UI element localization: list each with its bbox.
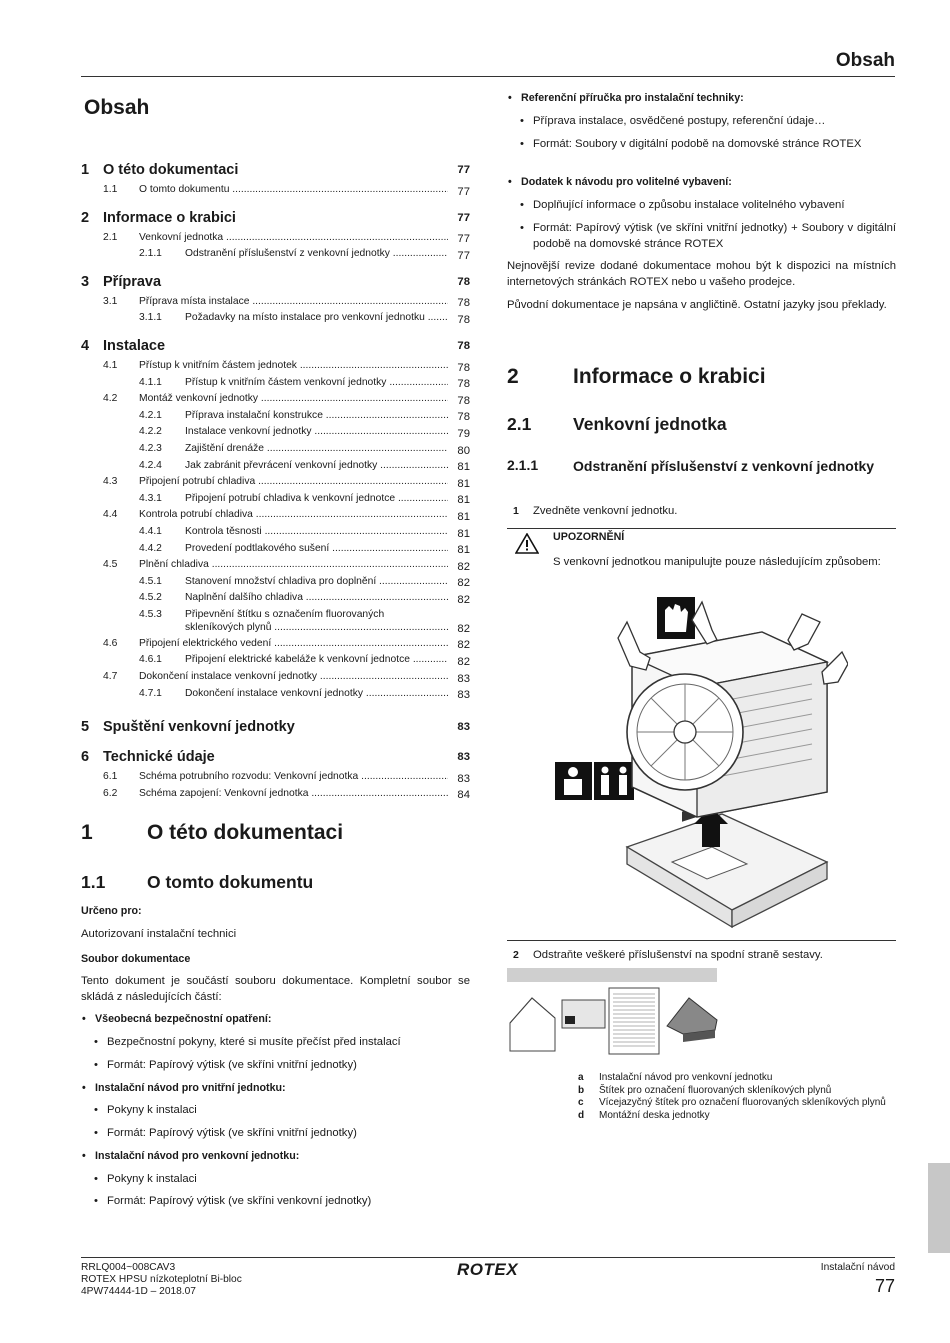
- toc-entry-page: 82: [457, 593, 470, 606]
- toc-entry-number: 4.5: [103, 559, 118, 571]
- toc-entry[interactable]: [81, 591, 470, 608]
- warning-text: S venkovní jednotkou manipulujte pouze následujícím způsobem:: [553, 556, 881, 568]
- toc-entry-number: 6.2: [103, 787, 118, 799]
- toc-entry-page: 82: [457, 639, 470, 652]
- toc-entry-number: 4.4.1: [139, 525, 162, 537]
- toc-entry-page: 81: [457, 510, 470, 523]
- chapter-title: Informace o krabici: [573, 365, 766, 388]
- legend-item: [578, 1072, 898, 1085]
- toc-entry-page: 81: [457, 527, 470, 540]
- toc-entry-title: Dokončení instalace venkovní jednotky .....: [185, 687, 448, 700]
- toc-entry-number: 4.7.1: [139, 687, 162, 699]
- step-1: [507, 504, 896, 520]
- toc-entry[interactable]: [81, 247, 470, 264]
- doc-item-title: • Referenční příručka pro instalační techniky:: [507, 91, 896, 105]
- toc-entry-title: O tomto dokumentu .....: [139, 183, 448, 196]
- toc-entry-title: Venkovní jednotka .....: [139, 231, 448, 244]
- toc-entry[interactable]: [81, 183, 470, 200]
- toc-title: Obsah: [84, 96, 150, 119]
- section-number: 2.1.1: [507, 457, 539, 473]
- toc-entry-title: Kontrola potrubí chladiva .....: [139, 508, 448, 521]
- section-title: O tomto dokumentu: [147, 872, 314, 892]
- toc-chapter-page: 77: [457, 164, 470, 176]
- legend-key: d: [578, 1109, 585, 1121]
- toc-entry-number: 4.4: [103, 509, 118, 521]
- legend-key: b: [578, 1084, 585, 1096]
- toc-entry-page: 78: [457, 297, 470, 310]
- toc-entry[interactable]: [81, 311, 470, 328]
- toc-entry-number: 3.1: [103, 295, 118, 307]
- toc-entry-number: 4.1.1: [139, 376, 162, 388]
- footer-left: [81, 1262, 242, 1298]
- doc-item-detail: • Formát: Papírový výtisk (ve skříni vnitřní jednotky): [81, 1057, 470, 1073]
- toc-entry-page: 78: [457, 361, 470, 374]
- language-note: Původní dokumentace je napsána v angličtině. Ostatní jazyky jsou překlady.: [507, 299, 887, 311]
- toc-entry-number: 4.2.4: [139, 459, 162, 471]
- toc-entry[interactable]: [81, 508, 470, 525]
- step-text: Zvedněte venkovní jednotku.: [533, 505, 678, 517]
- toc-chapter-title: Technické údaje: [103, 749, 215, 766]
- toc-entry-title: Montáž venkovní jednotky .....: [139, 392, 448, 405]
- target-label: Určeno pro:: [81, 905, 142, 917]
- toc-entry-page: 77: [457, 185, 470, 198]
- table-of-contents: [81, 162, 470, 803]
- toc-entry-number: 4.2.3: [139, 442, 162, 454]
- toc-entry-title: Naplnění dalšího chladiva .....: [185, 591, 448, 604]
- toc-entry[interactable]: [81, 376, 470, 393]
- step-2: [507, 948, 896, 964]
- toc-entry-number: 4.1: [103, 359, 118, 371]
- toc-chapter-page: 77: [457, 211, 470, 224]
- warning-bottom-rule: [507, 940, 896, 941]
- toc-entry-title: Stanovení množství chladiva pro doplnění .....: [185, 575, 448, 588]
- toc-entry-page: 82: [457, 577, 470, 590]
- accessories-illustration: [507, 968, 719, 1058]
- toc-entry-number: 4.2.2: [139, 426, 162, 438]
- toc-entry-title: Zajištění drenáže .....: [185, 442, 448, 455]
- toc-entry-page: 77: [457, 233, 470, 246]
- toc-entry-title: Příprava instalační konstrukce .....: [185, 409, 448, 422]
- toc-chapter-entry[interactable]: [81, 338, 470, 356]
- toc-entry-title-cont: skleníkových plynů .....: [185, 621, 448, 634]
- toc-entry-page: 78: [457, 411, 470, 424]
- footer-product: ROTEX HPSU nízkoteplotní Bi-bloc: [81, 1274, 242, 1285]
- doc-item-detail: • Doplňující informace o způsobu instalace volitelného vybavení: [507, 197, 896, 213]
- section-title: Odstranění příslušenství z venkovní jednotky: [573, 458, 875, 474]
- footer-rule: [81, 1257, 895, 1258]
- toc-entry[interactable]: [81, 558, 470, 575]
- toc-entry-page: 83: [457, 672, 470, 685]
- toc-chapter-page: 83: [457, 751, 470, 764]
- toc-entry-number: 4.5.1: [139, 575, 162, 587]
- toc-chapter-title: Spuštění venkovní jednotky: [103, 719, 295, 736]
- toc-entry-page: 83: [457, 772, 470, 785]
- footer-code: 4PW74444-1D – 2018.07: [81, 1286, 196, 1297]
- toc-entry-title: Připojení elektrické kabeláže k venkovní jednotce .....: [185, 653, 448, 666]
- toc-chapter-title: Příprava: [103, 273, 162, 290]
- toc-entry-title: Přístup k vnitřním částem venkovní jednotky .....: [185, 376, 448, 389]
- toc-chapter-number: 4: [81, 337, 90, 354]
- target-text: Autorizovaní instalační technici: [81, 928, 237, 940]
- toc-entry[interactable]: [81, 670, 470, 687]
- toc-entry-page: 78: [457, 378, 470, 391]
- section-1-1-heading: [81, 872, 470, 894]
- toc-entry[interactable]: [81, 542, 470, 559]
- legend-item: [578, 1097, 898, 1110]
- toc-entry-number: 4.2: [103, 393, 118, 405]
- legend-text: Instalační návod pro venkovní jednotku: [599, 1072, 773, 1083]
- toc-entry-number: 6.1: [103, 771, 118, 783]
- toc-entry-title: Připojení potrubí chladiva .....: [139, 475, 448, 488]
- toc-entry-page: 80: [457, 444, 470, 457]
- legend-text: Montážní deska jednotky: [599, 1109, 710, 1121]
- doc-item-title: • Dodatek k návodu pro volitelné vybavení:: [507, 175, 896, 189]
- toc-chapter-entry[interactable]: [81, 749, 470, 767]
- toc-entry-title: Dokončení instalace venkovní jednotky .....: [139, 670, 448, 683]
- doc-item-detail: • Formát: Soubory v digitální podobě na domovské stránce ROTEX: [507, 136, 896, 152]
- docset-text: Tento dokument je součástí souboru dokumentace. Kompletní soubor se skládá z následujících částí:: [81, 975, 470, 1003]
- toc-entry-page: 81: [457, 544, 470, 557]
- doc-item-detail: • Příprava instalace, osvědčené postupy, referenční údaje…: [507, 113, 896, 129]
- rotex-logo: ROTEX: [457, 1260, 519, 1279]
- toc-entry[interactable]: [81, 295, 470, 312]
- toc-chapter-number: 6: [81, 749, 90, 766]
- doc-item-detail: • Pokyny k instalaci: [81, 1102, 470, 1118]
- toc-entry-page: 82: [457, 560, 470, 573]
- legend-text: Štítek pro označení fluorovaných skleníkových plynů: [599, 1084, 832, 1096]
- doc-item-detail: • Formát: Papírový výtisk (ve skříni vnitřní jednotky): [81, 1125, 470, 1141]
- toc-chapter-page: 78: [457, 275, 470, 288]
- doc-item-title: • Instalační návod pro vnitřní jednotku:: [81, 1081, 470, 1095]
- toc-entry-title: Provedení podtlakového sušení .....: [185, 542, 448, 555]
- toc-entry[interactable]: [81, 608, 470, 637]
- section-number: 1.1: [81, 872, 106, 892]
- accessory-legend: [578, 1072, 898, 1122]
- toc-chapter-title: Instalace: [103, 337, 166, 354]
- chapter-number: 2: [507, 365, 519, 388]
- toc-chapter-number: 1: [81, 162, 90, 178]
- step-text: Odstraňte veškeré příslušenství na spodní straně sestavy.: [533, 949, 823, 961]
- toc-entry-title: Příprava místa instalace .....: [139, 295, 448, 308]
- toc-entry-title: Požadavky na místo instalace pro venkovní jednotku .....: [185, 311, 448, 324]
- toc-entry-number: 2.1.1: [139, 248, 162, 260]
- section-number: 2.1: [507, 414, 532, 434]
- doc-item-title: • Instalační návod pro venkovní jednotku:: [81, 1149, 470, 1163]
- legend-item: [578, 1085, 898, 1098]
- doc-item-detail: • Formát: Papírový výtisk (ve skříni venkovní jednotky): [81, 1193, 470, 1209]
- toc-entry[interactable]: [81, 492, 470, 509]
- toc-entry-page: 78: [457, 313, 470, 326]
- doc-item-detail: • Bezpečnostní pokyny, které si musíte přečíst před instalací: [81, 1034, 470, 1050]
- doc-item-title: • Všeobecná bezpečnostní opatření:: [81, 1012, 470, 1026]
- header-rule: [81, 76, 895, 77]
- toc-entry[interactable]: [81, 231, 470, 248]
- toc-chapter-number: 2: [81, 209, 90, 226]
- toc-entry[interactable]: [81, 770, 470, 787]
- footer-doc-type: Instalační návod: [820, 1262, 895, 1273]
- toc-chapter-number: 5: [81, 719, 90, 736]
- toc-entry-title: Schéma potrubního rozvodu: Venkovní jednotka .....: [139, 770, 448, 783]
- warning-triangle-icon: [515, 533, 539, 554]
- toc-entry-number: 4.3: [103, 476, 118, 488]
- toc-entry-title: Připojení potrubí chladiva k venkovní jednotce .....: [185, 492, 448, 505]
- toc-entry-page: 81: [457, 477, 470, 490]
- running-header-title: Obsah: [835, 50, 895, 71]
- toc-entry[interactable]: [81, 442, 470, 459]
- toc-entry-title: Instalace venkovní jednotky .....: [185, 425, 448, 438]
- warning-title: UPOZORNĚNÍ: [553, 531, 625, 543]
- toc-entry-page: 78: [457, 394, 470, 407]
- chapter-2-heading: [507, 365, 896, 391]
- toc-chapter-entry[interactable]: [81, 210, 470, 228]
- toc-entry-number: 2.1: [103, 231, 118, 243]
- toc-entry[interactable]: [81, 525, 470, 542]
- toc-entry-title: Odstranění příslušenství z venkovní jednotky .....: [185, 247, 448, 260]
- toc-chapter-entry[interactable]: [81, 274, 470, 292]
- lifting-unit-illustration: [552, 592, 848, 938]
- toc-entry-page: 81: [457, 494, 470, 507]
- toc-entry[interactable]: [81, 637, 470, 654]
- toc-entry-page: 84: [457, 789, 470, 802]
- legend-item: [578, 1110, 898, 1123]
- revision-note: Nejnovější revize dodané dokumentace mohou být k dispozici na místních internetových stránkách ROTEX nebo u vašeho prodejce.: [507, 260, 896, 288]
- toc-entry[interactable]: [81, 359, 470, 376]
- toc-entry[interactable]: [81, 475, 470, 492]
- toc-entry-title: Připevnění štítku s označením fluorovaných: [185, 608, 385, 620]
- toc-entry-page: 83: [457, 689, 470, 702]
- toc-entry-page: 82: [457, 622, 470, 635]
- section-2-1-heading: [507, 414, 896, 436]
- section-2-1-1-heading: [507, 457, 896, 493]
- toc-entry[interactable]: [81, 575, 470, 592]
- docset-label: Soubor dokumentace: [81, 953, 191, 965]
- toc-chapter-page: 78: [457, 339, 470, 352]
- toc-entry-title: Schéma zapojení: Venkovní jednotka .....: [139, 787, 448, 800]
- toc-chapter-entry[interactable]: [81, 719, 470, 737]
- page-number: 77: [874, 1276, 895, 1296]
- toc-entry[interactable]: [81, 787, 470, 804]
- toc-entry-title: Jak zabránit převrácení venkovní jednotky .....: [185, 459, 448, 472]
- toc-chapter-page: 83: [457, 721, 470, 734]
- step-number: 1: [513, 505, 519, 517]
- toc-entry-title: Přístup k vnitřním částem jednotek .....: [139, 359, 448, 372]
- toc-entry-number: 4.5.3: [139, 608, 162, 620]
- toc-chapter-title: O této dokumentaci: [103, 162, 239, 178]
- toc-entry[interactable]: [81, 653, 470, 670]
- toc-entry-page: 82: [457, 656, 470, 669]
- toc-entry-number: 4.7: [103, 671, 118, 683]
- toc-entry-number: 4.4.2: [139, 542, 162, 554]
- toc-entry[interactable]: [81, 687, 470, 704]
- toc-entry[interactable]: [81, 409, 470, 426]
- toc-chapter-title: Informace o krabici: [103, 209, 236, 226]
- chapter-number: 1: [81, 821, 93, 844]
- toc-entry-title: Kontrola těsnosti .....: [185, 525, 448, 538]
- side-thumb-tab: [928, 1163, 950, 1253]
- toc-entry[interactable]: [81, 459, 470, 476]
- footer-model: RRLQ004~008CAV3: [81, 1262, 176, 1273]
- toc-entry-title: Plnění chladiva .....: [139, 558, 448, 571]
- chapter-1-heading: [81, 821, 470, 847]
- legend-key: a: [578, 1072, 584, 1083]
- chapter-title: O této dokumentaci: [147, 821, 344, 844]
- toc-entry-page: 77: [457, 249, 470, 262]
- toc-entry-page: 81: [457, 461, 470, 474]
- toc-entry-page: 79: [457, 427, 470, 440]
- toc-entry[interactable]: [81, 425, 470, 442]
- toc-entry-number: 3.1.1: [139, 312, 162, 324]
- doc-item-detail: • Formát: Papírový výtisk (ve skříni vnitřní jednotky) + Soubory v digitální podobě na domovské stránce ROTEX: [507, 220, 896, 252]
- step-number: 2: [513, 949, 519, 961]
- section-title: Venkovní jednotka: [573, 414, 727, 434]
- toc-entry-number: 4.2.1: [139, 409, 162, 421]
- toc-entry-number: 4.6.1: [139, 654, 162, 666]
- toc-chapter-entry[interactable]: [81, 162, 470, 180]
- toc-entry-number: 4.6: [103, 637, 118, 649]
- toc-entry-title: Připojení elektrického vedení .....: [139, 637, 448, 650]
- doc-item-detail: • Pokyny k instalaci: [81, 1171, 470, 1187]
- toc-entry-number: 4.3.1: [139, 492, 162, 504]
- toc-entry-number: 4.5.2: [139, 592, 162, 604]
- toc-entry[interactable]: [81, 392, 470, 409]
- warning-top-rule: [507, 528, 896, 529]
- legend-text: Vícejazyčný štítek pro označení fluorovaných skleníkových plynů: [599, 1097, 886, 1108]
- toc-entry-number: 1.1: [103, 184, 118, 195]
- toc-chapter-number: 3: [81, 273, 90, 290]
- legend-key: c: [578, 1097, 584, 1108]
